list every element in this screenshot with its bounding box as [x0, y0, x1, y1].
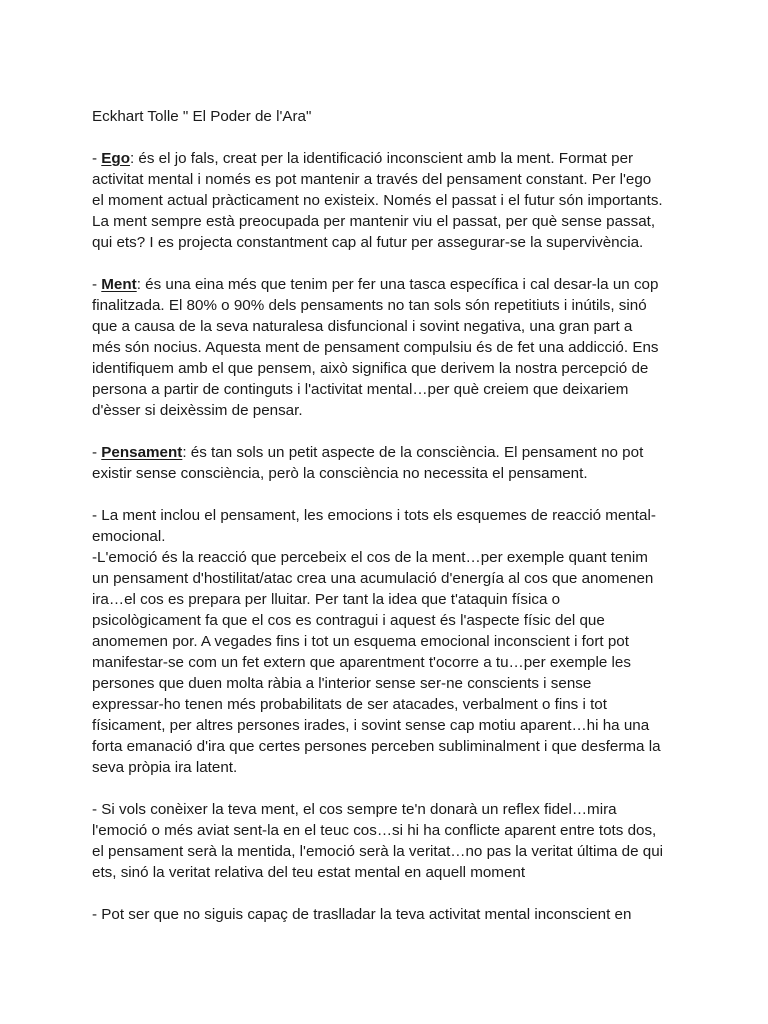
text-line: identifiquem amb el que pensem, això significa que derivem la nostra percepció de — [92, 360, 649, 377]
text-line: més són nocius. Aquesta ment de pensament compulsiu és de fet una addicció. Ens — [92, 339, 659, 356]
text-line: existir sense consciència, però la consciència no necessita el pensament. — [92, 465, 588, 482]
term-ment: Ment — [101, 276, 137, 293]
text-line: el pensament serà la mentida, l'emoció serà la veritat…no pas la veritat última de qui — [92, 843, 664, 860]
bullet-prefix: - — [92, 150, 102, 167]
bullet-prefix: - — [92, 276, 102, 293]
text-line: físicament, per altres persones irades, i sovint sense cap motiu aparent…hi ha una — [92, 717, 650, 734]
paragraph-pensament — [92, 442, 688, 484]
text-line: persona a partir de continguts i l'activitat mental…per què creiem que deixariem — [92, 381, 629, 398]
term-ego: Ego — [101, 150, 130, 167]
text-line: - La ment inclou el pensament, les emocions i tots els esquemes de reacció mental- — [92, 507, 656, 524]
text-line: activitat mental i només es pot mantenir a través del pensament constant. Per l'ego — [92, 171, 652, 188]
paragraph-cos — [92, 799, 688, 883]
text-line: expressar-ho tenen més probabilitats de ser atacades, verbalment o fins i tot — [92, 696, 607, 713]
text-line — [92, 274, 688, 295]
paragraph-ment — [92, 274, 688, 421]
text-line: qui ets? I es projecta constantment cap al futur per assegurar-se la supervivència. — [92, 234, 644, 251]
text-line: el moment actual pràcticament no existeix. Només el passat i el futur són importants. — [92, 192, 663, 209]
text-line: un pensament d'hostilitat/atac crea una acumulació d'energía al cos que anomenen — [92, 570, 654, 587]
text-line: ets, sinó la veritat relativa del teu estat mental en aquell moment — [92, 864, 526, 881]
text-segment: : és tan sols un petit aspecte de la consciència. El pensament no pot — [182, 444, 644, 461]
text-line: l'emoció o més aviat sent-la en el teuc cos…si hi ha conflicte aparent entre tots dos, — [92, 822, 657, 839]
text-line: La ment sempre està preocupada per mantenir viu el passat, per què sense passat, — [92, 213, 656, 230]
paragraph-ego — [92, 148, 688, 253]
text-line: manifestar-se com un fet extern que aparentment t'ocorre a tu…per exemple les — [92, 654, 631, 671]
paragraph-emocio — [92, 505, 688, 778]
text-segment: : és una eina més que tenim per fer una tasca específica i cal desar-la un cop — [136, 276, 659, 293]
paragraph-final — [92, 904, 688, 925]
text-line: psicològicament fa que el cos es contragui i aquest és l'aspecte físic del que — [92, 612, 605, 629]
text-line: -L'emoció és la reacció que percebeix el cos de la ment…per exemple quant tenim — [92, 549, 648, 566]
text-segment: : és el jo fals, creat per la identificació inconscient amb la ment. Format per — [129, 150, 634, 167]
text-line: que a causa de la seva naturalesa disfuncional i sovint negativa, una gran part a — [92, 318, 633, 335]
text-line: emocional. — [92, 528, 166, 545]
text-line: ira…el cos es prepara per lluitar. Per tant la idea que t'ataquin física o — [92, 591, 561, 608]
text-line — [92, 148, 688, 169]
document-title: Eckhart Tolle " El Poder de l'Ara" — [92, 108, 312, 125]
text-line: persones que duen molta ràbia a l'interior sense ser-ne conscients i sense — [92, 675, 592, 692]
text-line: - Si vols conèixer la teva ment, el cos sempre te'n donarà un reflex fidel…mira — [92, 801, 617, 818]
text-line: anomemen por. A vegades fins i tot un esquema emocional inconscient i fort pot — [92, 633, 629, 650]
term-pensament: Pensament — [101, 444, 183, 461]
text-line — [92, 442, 688, 463]
bullet-prefix: - — [92, 444, 102, 461]
text-line: seva pròpia ira latent. — [92, 759, 238, 776]
text-line: forta emanació d'ira que certes persones perceben subliminalment i que desferma la — [92, 738, 661, 755]
text-line: d'èsser si deixèssim de pensar. — [92, 402, 303, 419]
text-line: finalitzada. El 80% o 90% dels pensaments no tan sols són repetitiuts i inútils, sinó — [92, 297, 647, 314]
text-line: - Pot ser que no siguis capaç de traslladar la teva activitat mental inconscient en — [92, 906, 632, 923]
